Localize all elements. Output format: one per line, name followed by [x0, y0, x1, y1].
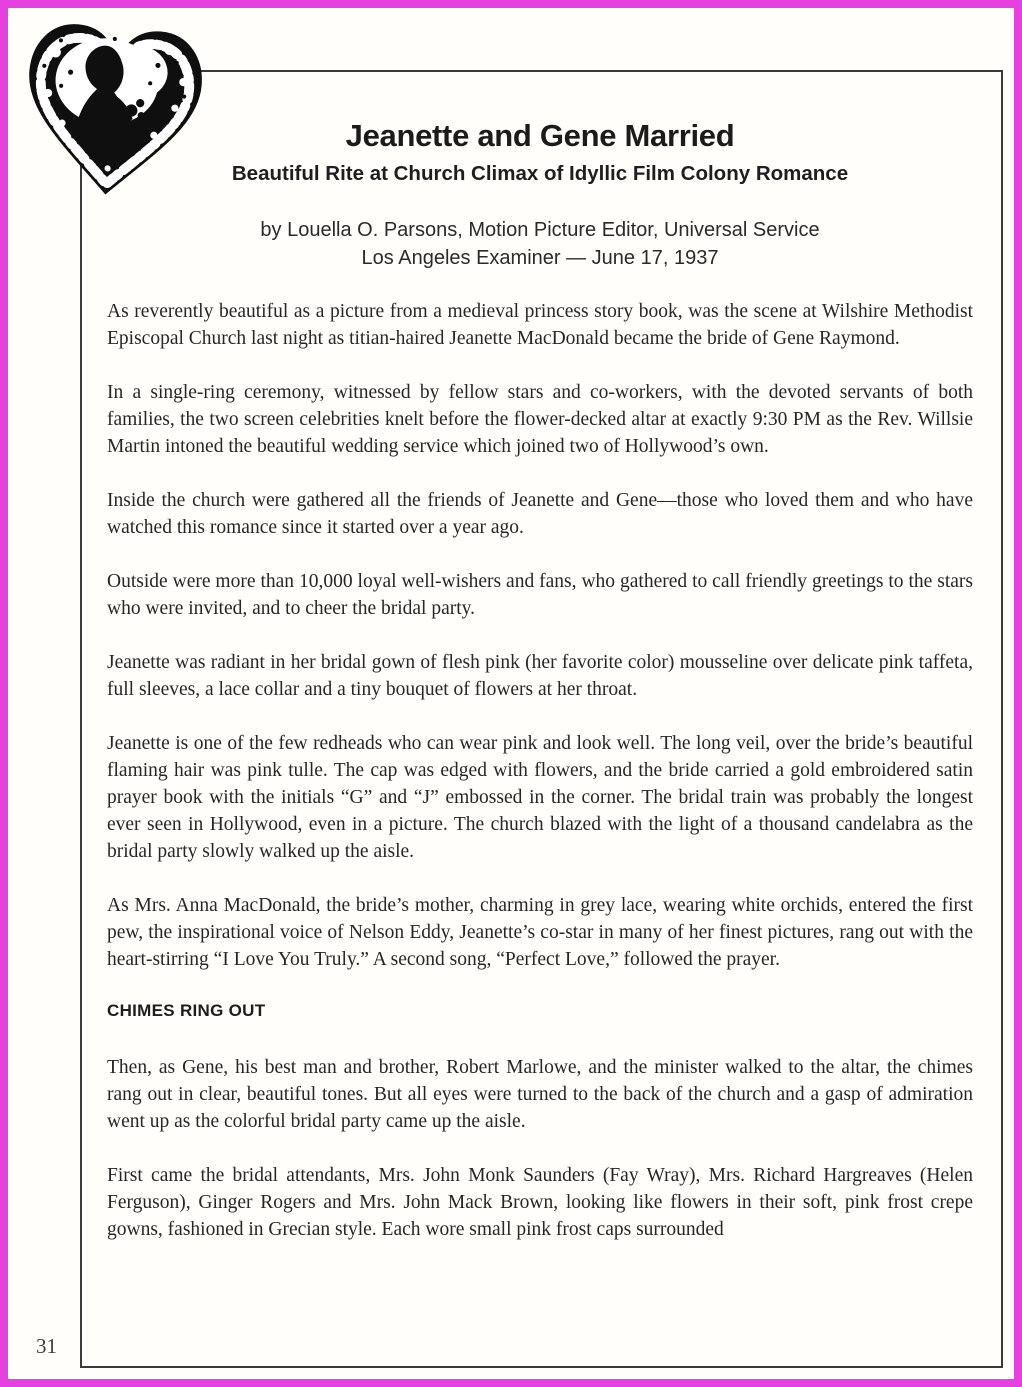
article-frame [80, 70, 1003, 1368]
byline [107, 216, 973, 272]
byline-line-1: by Louella O. Parsons, Motion Picture Editor, Universal Service [260, 219, 820, 241]
article-paragraph: Inside the church were gathered all the friends of Jeanette and Gene—those who loved them and who have watched this romance since it started over a year ago. [107, 490, 973, 538]
article-paragraph: Outside were more than 10,000 loyal well-wishers and fans, who gathered to call friendly greetings to the stars who were invited, and to cheer the bridal party. [107, 571, 973, 619]
article-paragraph: First came the bridal attendants, Mrs. John Monk Saunders (Fay Wray), Mrs. Richard Hargreaves (Helen Ferguson), Ginger Rogers and Mrs. John Mack Brown, looking like flowers in their soft, pink frost crepe gowns, fashioned in Grecian style. Each wore small pink frost caps surrounded [107, 1165, 973, 1240]
heart-bride-silhouette-icon [10, 4, 216, 216]
article-title: Jeanette and Gene Married [345, 118, 735, 153]
article-paragraph: In a single-ring ceremony, witnessed by fellow stars and co-workers, with the devoted servants of both families, the two screen celebrities knelt before the flower-decked altar at exactly 9:30 PM as the Rev. Willsie Martin intoned the beautiful wedding service which joined two of Hollywood’s own. [107, 382, 973, 457]
section-heading: CHIMES RING OUT [107, 1001, 266, 1020]
article-paragraph: Jeanette was radiant in her bridal gown of flesh pink (her favorite color) mousseline over delicate pink taffeta, full sleeves, a lace collar and a tiny bouquet of flowers at her throat. [107, 652, 973, 700]
page-number: 31 [36, 1334, 57, 1358]
article-paragraph: Jeanette is one of the few redheads who can wear pink and look well. The long veil, over the bride’s beautiful flaming hair was pink tulle. The cap was edged with flowers, and the bride carried a gold embroidered satin prayer book with the initials “G” and “J” embossed in the corner. The bridal train was probably the longest ever seen in Hollywood, even in a picture. The church blazed with the light of a thousand candelabra as the bridal party slowly walked up the aisle. [107, 733, 973, 862]
article-paragraph: Then, as Gene, his best man and brother, Robert Marlowe, and the minister walked to the altar, the chimes rang out in clear, beautiful tones. But all eyes were turned to the back of the church and a gasp of admiration went up as the colorful bridal party came up the aisle. [107, 1057, 973, 1132]
byline-line-2: Los Angeles Examiner — June 17, 1937 [361, 247, 719, 269]
article-paragraph: As reverently beautiful as a picture from a medieval princess story book, was the scene at Wilshire Methodist Episcopal Church last night as titian-haired Jeanette MacDonald became the bride of Gene Raymond. [107, 301, 973, 349]
article-paragraph: As Mrs. Anna MacDonald, the bride’s mother, charming in grey lace, wearing white orchids, entered the first pew, the inspirational voice of Nelson Eddy, Jeanette’s co-star in many of her finest pictures, rang out with the heart-stirring “I Love You Truly.” A second song, “Perfect Love,” followed the prayer. [107, 895, 973, 970]
article-body [107, 298, 973, 1243]
article-subtitle: Beautiful Rite at Church Climax of Idyllic Film Colony Romance [231, 162, 849, 185]
